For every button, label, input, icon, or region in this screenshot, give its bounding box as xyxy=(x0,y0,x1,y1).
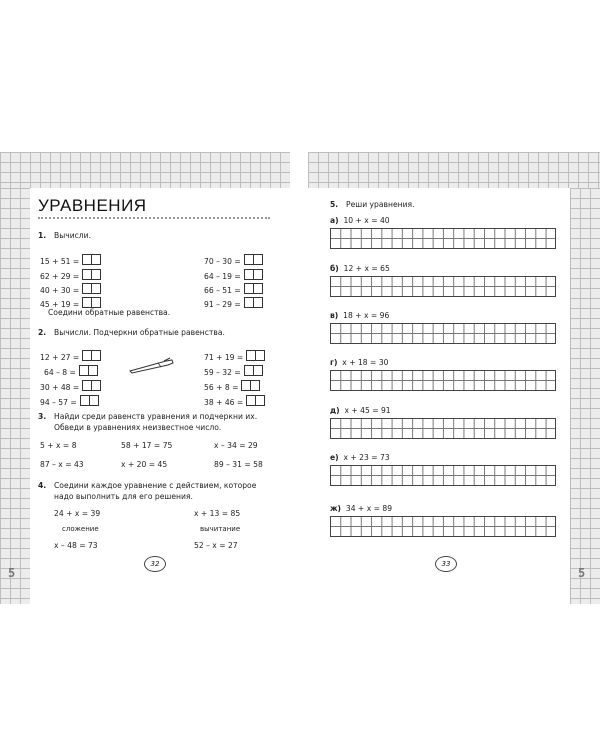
right-page-number: 33 xyxy=(435,556,457,572)
task2-item-7: 56 + 8 = xyxy=(204,375,259,395)
task4-eq-2: x + 13 = 85 xyxy=(194,509,241,518)
task5-eq-a: а) 10 + x = 40 xyxy=(330,216,390,225)
answer-grid-e[interactable] xyxy=(330,418,556,439)
title-divider xyxy=(38,217,270,219)
answer-grid-d[interactable] xyxy=(330,370,556,391)
task5-text: Реши уравнения. xyxy=(346,200,415,209)
task2-item-8: 38 + 46 = xyxy=(204,390,264,410)
right-top-grid xyxy=(308,152,600,188)
task5-eq-e: д) x + 45 = 91 xyxy=(330,406,391,415)
pen-icon xyxy=(128,356,178,376)
task3-item-2: 58 + 17 = 75 xyxy=(121,441,173,450)
task2-item-2: 64 – 8 = xyxy=(44,360,97,380)
task1-item-7: 66 – 51 = xyxy=(204,278,262,298)
task1-item-2: 62 + 29 = xyxy=(40,264,100,284)
left-page-number: 32 xyxy=(144,556,166,572)
side-digit-right: 5 xyxy=(578,566,586,580)
task1-item-1: 15 + 51 = xyxy=(40,249,100,269)
task2-item-1: 12 + 27 = xyxy=(40,345,100,365)
task1-note: Соедини обратные равенства. xyxy=(48,308,171,317)
task4-text-1: Соедини каждое уравнение с действием, которое xyxy=(54,481,257,490)
task4-eq-3: x – 48 = 73 xyxy=(54,541,98,550)
answer-grid-a[interactable] xyxy=(330,228,556,249)
task3-text-2: Обведи в уравнениях неизвестное число. xyxy=(54,423,222,432)
right-side-grid xyxy=(570,188,600,604)
task4-op-1: сложение xyxy=(62,525,99,533)
task3-item-6: 89 – 31 = 58 xyxy=(214,460,263,469)
left-top-grid xyxy=(0,152,290,188)
task3-item-4: 87 – x = 43 xyxy=(40,460,84,469)
task1-item-4: 45 + 19 = xyxy=(40,292,100,312)
right-page-body xyxy=(308,188,570,604)
answer-grid-g[interactable] xyxy=(330,516,556,537)
task3-text-1: Найди среди равенств уравнения и подчеркни их. xyxy=(54,412,258,421)
answer-grid-f[interactable] xyxy=(330,465,556,486)
task5-number: 5. xyxy=(330,200,339,209)
page-title: УРАВНЕНИЯ xyxy=(38,196,147,215)
task1-item-8: 91 – 29 = xyxy=(204,292,262,312)
task1-item-6: 64 – 19 = xyxy=(204,264,262,284)
task2-item-3: 30 + 48 = xyxy=(40,375,100,395)
task5-eq-c: в) 18 + x = 96 xyxy=(330,311,390,320)
side-digit-left: 5 xyxy=(8,566,16,580)
task1-item-3: 40 + 30 = xyxy=(40,278,100,298)
task3-item-5: x + 20 = 45 xyxy=(121,460,168,469)
task5-eq-d: г) x + 18 = 30 xyxy=(330,358,389,367)
task5-eq-f: е) x + 23 = 73 xyxy=(330,453,390,462)
task4-eq-4: 52 – x = 27 xyxy=(194,541,238,550)
task1-number: 1. xyxy=(38,231,47,240)
task1-text: Вычисли. xyxy=(54,231,92,240)
task4-op-2: вычитание xyxy=(200,525,241,533)
task2-item-6: 59 – 32 = xyxy=(204,360,262,380)
task2-number: 2. xyxy=(38,328,47,337)
task4-text-2: надо выполнить для его решения. xyxy=(54,492,193,501)
task2-item-4: 94 – 57 = xyxy=(40,390,98,410)
answer-grid-b[interactable] xyxy=(330,276,556,297)
task3-item-1: 5 + x = 8 xyxy=(40,441,77,450)
answer-grid-c[interactable] xyxy=(330,323,556,344)
task2-item-5: 71 + 19 = xyxy=(204,345,264,365)
task5-eq-b: б) 12 + x = 65 xyxy=(330,264,390,273)
left-side-grid xyxy=(0,188,30,604)
task4-number: 4. xyxy=(38,481,47,490)
task4-eq-1: 24 + x = 39 xyxy=(54,509,101,518)
task1-item-5: 70 – 30 = xyxy=(204,249,262,269)
task3-number: 3. xyxy=(38,412,47,421)
task3-item-3: x – 34 = 29 xyxy=(214,441,258,450)
task2-text: Вычисли. Подчеркни обратные равенства. xyxy=(54,328,225,337)
task5-eq-g: ж) 34 + x = 89 xyxy=(330,504,393,513)
